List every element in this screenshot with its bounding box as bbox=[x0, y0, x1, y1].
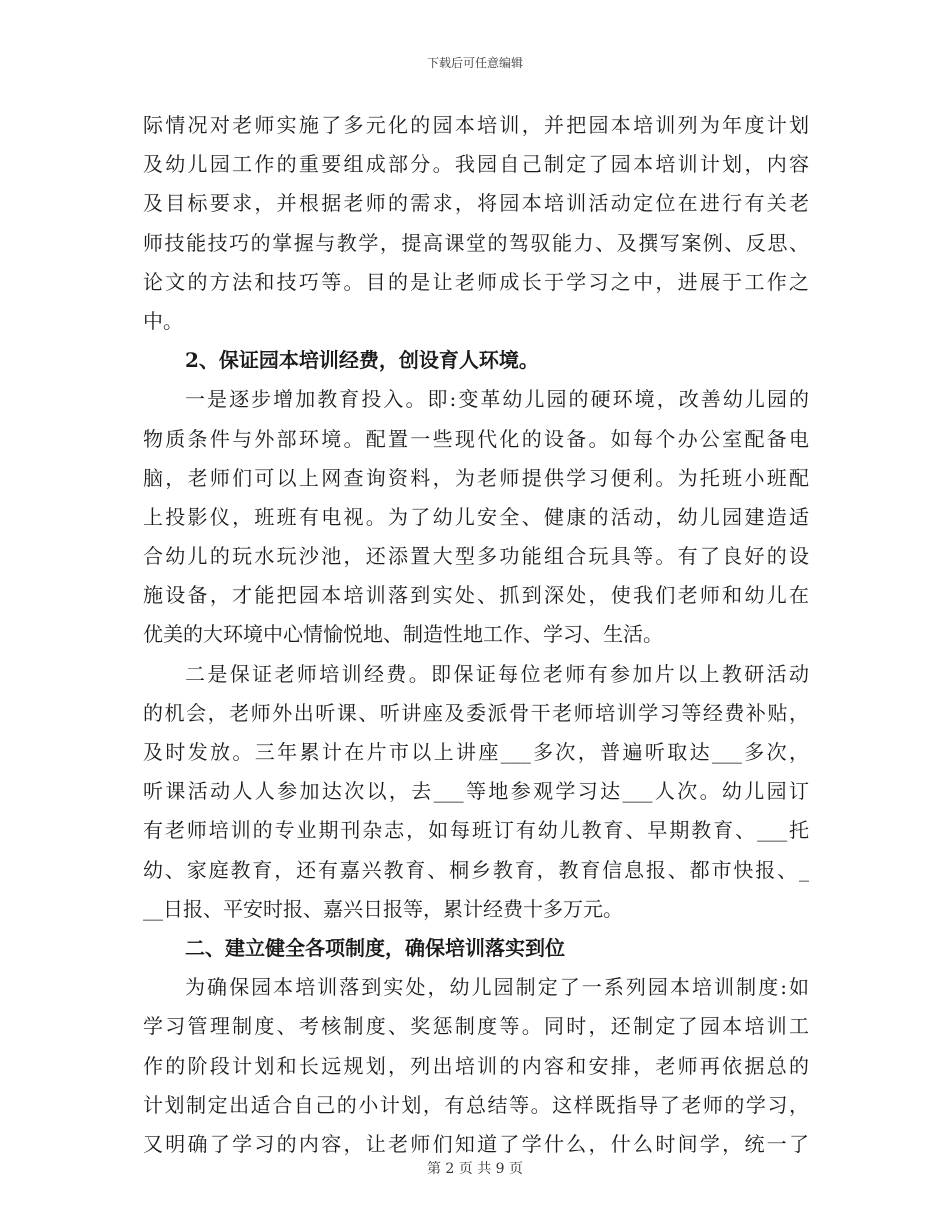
section-heading: 二、建立健全各项制度，确保培训落实到位 bbox=[185, 935, 565, 960]
paragraph-line: 听课活动人人参加达次以，去___等地参观学习达___人次。幼儿园订 bbox=[143, 779, 809, 804]
paragraph-line: 及目标要求，并根据老师的需求，将园本培训活动定位在进行有关老 bbox=[143, 191, 809, 216]
paragraph-line: 际情况对老师实施了多元化的园本培训，并把园本培训列为年度计划 bbox=[143, 113, 809, 137]
page-header: 下载后可任意编辑 bbox=[426, 56, 523, 70]
paragraph-line: 又明确了学习的内容，让老师们知道了学什么，什么时间学，统一了 bbox=[143, 1131, 809, 1156]
page-number-footer: 第 2 页 共 9 页 bbox=[426, 1161, 524, 1177]
paragraph-line: 及时发放。三年累计在片市以上讲座___多次，普遍听取达___多次， bbox=[143, 740, 809, 764]
paragraph-line: 二是保证老师培训经费。即保证每位老师有参加片以上教研活动 bbox=[185, 661, 809, 686]
paragraph-line: 学习管理制度、考核制度、奖惩制度等。同时，还制定了园本培训工 bbox=[143, 1014, 809, 1039]
paragraph-line: 作的阶段计划和长远规划，列出培训的内容和安排，老师再依据总的 bbox=[143, 1053, 809, 1078]
paragraph-line: 合幼儿的玩水玩沙池，还添置大型多功能组合玩具等。有了良好的设 bbox=[143, 544, 809, 569]
section-heading: 2、保证园本培训经费，创设育人环境。 bbox=[185, 348, 539, 373]
paragraph-line: 为确保园本培训落到实处，幼儿园制定了一系列园本培训制度:如 bbox=[185, 975, 809, 1000]
paragraph-line: 及幼儿园工作的重要组成部分。我园自己制定了园本培训计划，内容 bbox=[143, 152, 809, 177]
paragraph-line: 有老师培训的专业期刊杂志，如每班订有幼儿教育、早期教育、___托 bbox=[143, 818, 809, 843]
paragraph-line: 中。 bbox=[143, 308, 183, 333]
paragraph-line: 计划制定出适合自己的小计划，有总结等。这样既指导了老师的学习， bbox=[143, 1092, 809, 1117]
paragraph-line: 脑，老师们可以上网查询资料，为老师提供学习便利。为托班小班配 bbox=[143, 465, 809, 490]
paragraph-line: 师技能技巧的掌握与教学，提高课堂的驾驭能力、及撰写案例、反思、 bbox=[143, 230, 809, 255]
paragraph-line: 幼、家庭教育，还有嘉兴教育、桐乡教育，教育信息报、都市快报、_ bbox=[143, 857, 809, 882]
paragraph-line: 上投影仪，班班有电视。为了幼儿安全、健康的活动，幼儿园建造适 bbox=[143, 504, 809, 529]
paragraph-line: 优美的大环境中心情愉悦地、制造性地工作、学习、生活。 bbox=[143, 622, 663, 647]
paragraph-line: 物质条件与外部环境。配置一些现代化的设备。如每个办公室配备电 bbox=[143, 426, 809, 451]
paragraph-line: 论文的方法和技巧等。目的是让老师成长于学习之中，进展于工作之 bbox=[143, 269, 809, 294]
paragraph-line: 的机会，老师外出听课、听讲座及委派骨干老师培训学习等经费补贴， bbox=[143, 700, 809, 725]
paragraph-line: __日报、平安时报、嘉兴日报等，累计经费十多万元。 bbox=[143, 896, 623, 921]
document-body bbox=[143, 106, 809, 1164]
paragraph-line: 一是逐步增加教育投入。即:变革幼儿园的硬环境，改善幼儿园的 bbox=[185, 387, 809, 412]
paragraph-line: 施设备，才能把园本培训落到实处、抓到深处，使我们老师和幼儿在 bbox=[143, 583, 809, 608]
